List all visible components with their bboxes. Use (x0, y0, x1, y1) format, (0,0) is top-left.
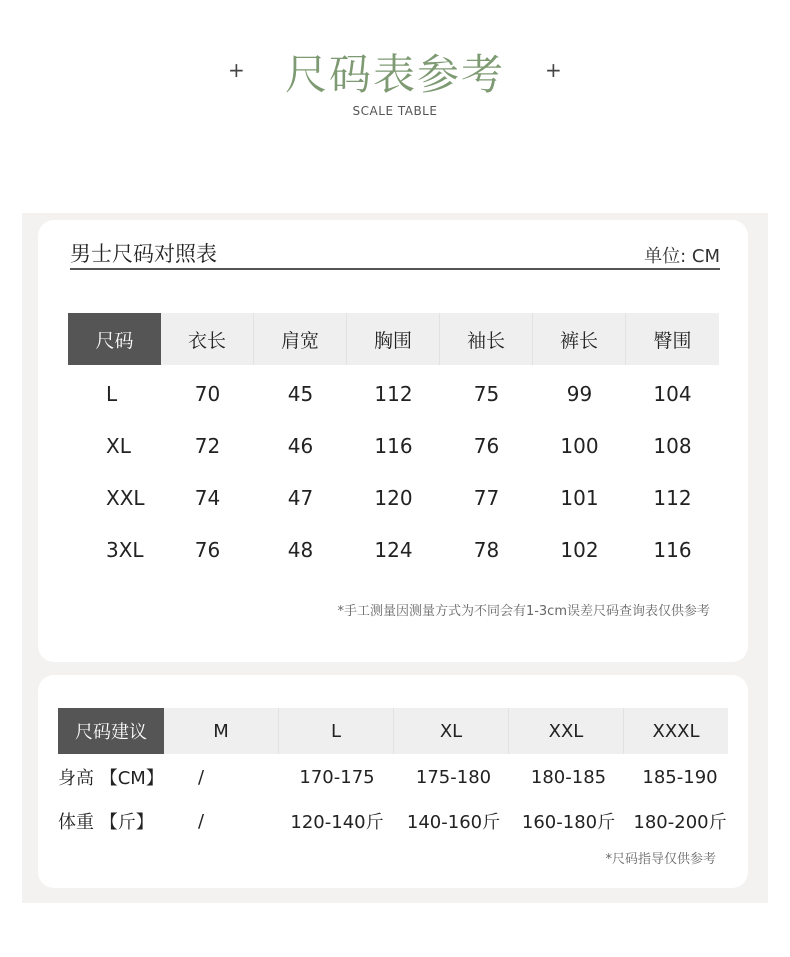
size-chart-header (70, 238, 720, 270)
table-cell: 180-200斤 (633, 812, 727, 833)
table-row (58, 801, 734, 841)
table-row (68, 472, 719, 524)
table-cell: 76 (194, 538, 221, 562)
page-subtitle: SCALE TABLE (352, 104, 438, 118)
table-cell: 72 (194, 434, 221, 458)
size-chart-title: 男士尺码对照表 (70, 242, 217, 266)
size-chart-rows (68, 368, 719, 576)
row-label-height: 身高 【CM】 (58, 768, 164, 789)
table-cell: 116 (653, 538, 692, 562)
table-row (68, 368, 719, 420)
table-cell: 45 (287, 382, 314, 406)
column-header-xl: XL (394, 708, 509, 754)
table-cell: 160-180斤 (521, 812, 616, 833)
table-row (68, 420, 719, 472)
column-header-chest: 胸围 (347, 313, 440, 365)
table-cell: 120-140斤 (290, 812, 384, 833)
table-cell: 104 (653, 382, 692, 406)
table-cell: 102 (560, 538, 599, 562)
column-header-sleeve: 袖长 (440, 313, 533, 365)
table-cell: 77 (473, 486, 500, 510)
size-advice-card (38, 675, 748, 888)
table-cell: 78 (473, 538, 500, 562)
title-row (0, 42, 790, 102)
row-label-weight: 体重 【斤】 (58, 812, 154, 833)
table-cell: XXL (106, 486, 145, 510)
table-cell: / (198, 810, 205, 832)
size-advice-note: *尺码指导仅供参考 (605, 852, 716, 867)
column-header-size: 尺码 (68, 313, 161, 365)
table-cell: 75 (473, 382, 500, 406)
table-cell: XL (106, 434, 131, 458)
table-cell: 101 (560, 486, 599, 510)
table-cell: 112 (653, 486, 692, 510)
table-cell: 112 (374, 382, 413, 406)
column-header-pants: 裤长 (533, 313, 626, 365)
column-header-hip: 臀围 (626, 313, 719, 365)
column-header-xxxl: XXXL (624, 708, 728, 754)
column-header-xxl: XXL (509, 708, 624, 754)
page-title: 尺码表参考 (284, 50, 505, 99)
unit-label: 单位: CM (644, 246, 720, 267)
table-cell: 140-160斤 (406, 812, 501, 833)
table-cell: 175-180 (415, 766, 492, 788)
table-cell: 120 (374, 486, 413, 510)
table-cell: 46 (287, 434, 314, 458)
table-cell: 47 (287, 486, 314, 510)
column-header-m: M (164, 708, 279, 754)
size-chart-card (38, 220, 748, 662)
column-header-l: L (279, 708, 394, 754)
table-cell: 116 (374, 434, 413, 458)
table-cell: 170-175 (299, 766, 375, 788)
table-cell: 74 (194, 486, 221, 510)
table-cell: 76 (473, 434, 500, 458)
size-advice-table-header (58, 708, 728, 754)
column-header-length: 衣长 (161, 313, 254, 365)
table-row (68, 524, 719, 576)
table-cell: 108 (653, 434, 692, 458)
plus-decoration-right: + (545, 58, 562, 82)
table-cell: 180-185 (530, 766, 607, 788)
table-row (58, 757, 734, 797)
column-header-advice: 尺码建议 (58, 708, 164, 754)
plus-decoration-left: + (228, 58, 245, 82)
table-cell: 70 (194, 382, 221, 406)
size-chart-note: *手工测量因测量方式为不同会有1-3cm误差尺码查询表仅供参考 (337, 604, 710, 619)
table-cell: L (106, 382, 118, 406)
table-cell: / (198, 766, 205, 788)
table-cell: 48 (287, 538, 314, 562)
table-cell: 124 (374, 538, 413, 562)
table-cell: 3XL (106, 538, 144, 562)
table-cell: 99 (566, 382, 593, 406)
column-header-shoulder: 肩宽 (254, 313, 347, 365)
table-cell: 100 (560, 434, 599, 458)
table-cell: 185-190 (642, 766, 718, 788)
size-chart-table-header (68, 313, 719, 365)
